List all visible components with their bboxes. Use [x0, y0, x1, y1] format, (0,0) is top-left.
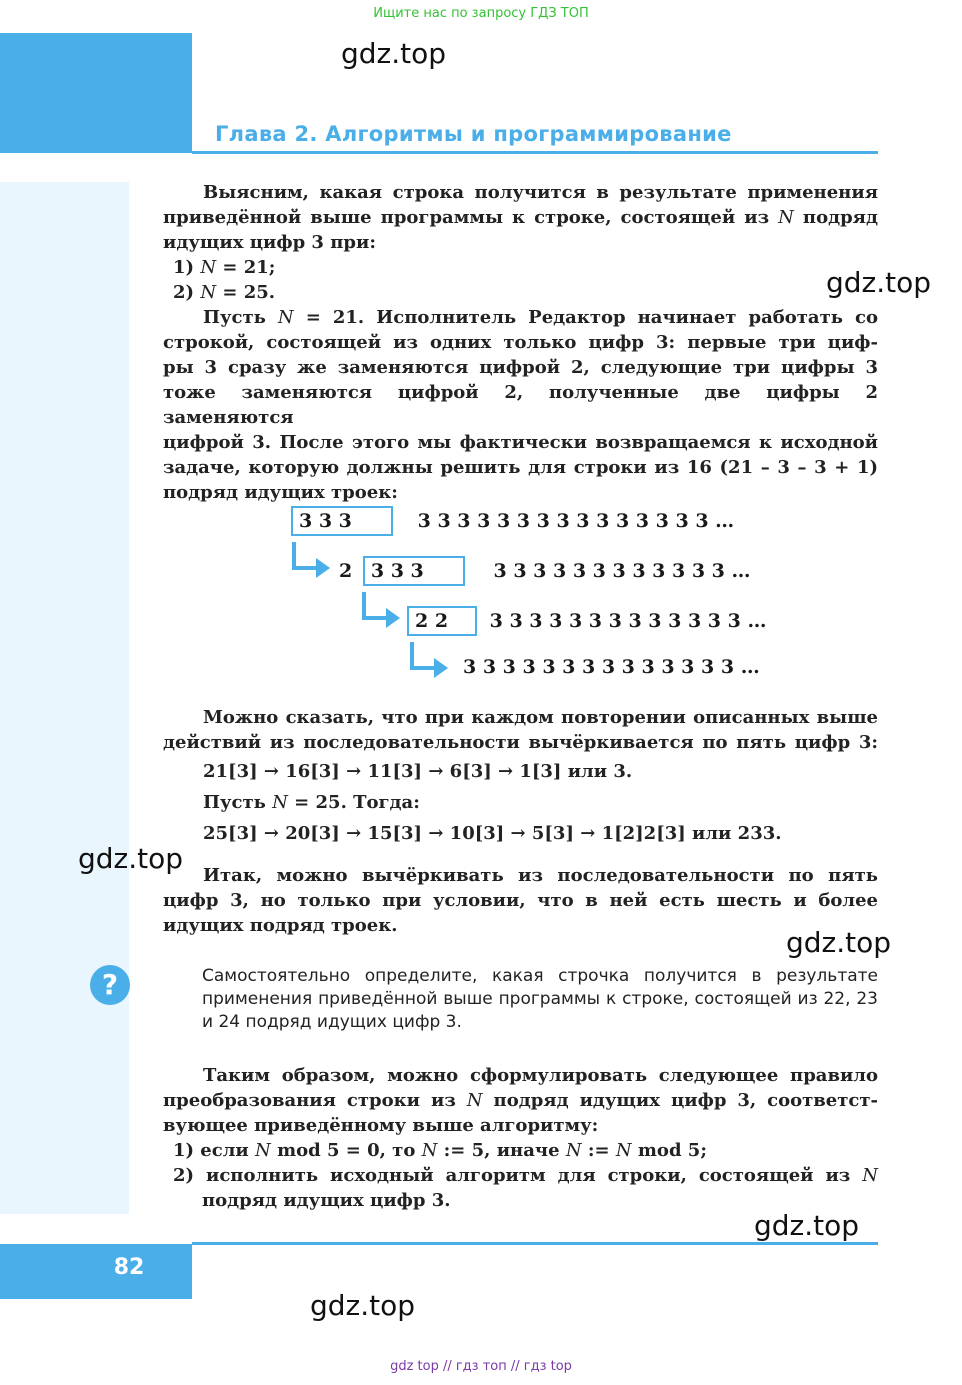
text-span: Пусть: [203, 792, 266, 813]
text-span: 1) если: [173, 1140, 249, 1161]
list-item: [163, 280, 878, 305]
text-line: Итак, можно вычёркивать из последовательности по пять: [203, 865, 878, 886]
variable-n: N: [421, 1140, 438, 1161]
footer-rule: [192, 1242, 878, 1245]
digit-sequence: 3 3 3 3 3 3 3 3 3 3 3 3 3 3 …: [463, 656, 760, 678]
text-line: Таким образом, можно сформулировать следующее правило: [203, 1065, 878, 1086]
text-span: := 5, иначе: [443, 1140, 560, 1161]
watermark: gdz.top: [310, 1289, 416, 1322]
digit-sequence: 3 3 3 3 3 3 3 3 3 3 3 3 …: [493, 560, 751, 582]
text-line: строкой, состоящей из одних только цифр 3: первые три циф-: [163, 332, 878, 353]
watermark: gdz.top: [754, 1209, 860, 1242]
variable-n: N: [565, 1140, 582, 1161]
text-line: [163, 305, 878, 330]
text-span: преобразования строки из: [163, 1090, 456, 1111]
text-span: mod 5;: [637, 1140, 707, 1161]
text-line: тоже заменяются цифрой 2, полученные две цифры 2 заменяются: [163, 382, 878, 428]
variable-n: N: [255, 1140, 271, 1161]
text-span: = 21;: [222, 257, 276, 278]
text-span: = 25.: [222, 282, 276, 303]
text-span: подряд: [802, 207, 878, 228]
diagram-row-1: [291, 506, 734, 536]
list-item: [163, 1163, 878, 1188]
highlight-box: 3 3 3: [363, 556, 465, 586]
watermark: gdz.top: [78, 842, 184, 875]
text-span: = 21. Исполнитель Редактор начинает работать со: [305, 307, 878, 328]
text-line: [163, 205, 878, 230]
chapter-title: Глава 2. Алгоритмы и программирование: [215, 122, 732, 146]
text-span: 1): [173, 257, 195, 278]
text-span: Пусть: [203, 307, 266, 328]
page-number: 82: [113, 1255, 145, 1280]
digit-sequence: 3 3 3 3 3 3 3 3 3 3 3 3 3 3 3 …: [417, 510, 735, 532]
diagram-row-2: [339, 556, 751, 586]
arrow-icon: [288, 542, 332, 586]
paragraph-rule: [163, 1063, 878, 1213]
side-strip: [0, 182, 129, 1214]
variable-n: N: [862, 1165, 878, 1186]
text-line: идущих подряд троек.: [163, 915, 398, 936]
digit-diagram: [0, 500, 962, 690]
header-rule: [192, 151, 878, 154]
watermark: gdz.top: [786, 926, 892, 959]
text-line: подряд идущих цифр 3.: [202, 1190, 451, 1211]
arrow-icon: [406, 642, 450, 686]
text-line: цифрой 3. После этого мы фактически возвращаемся к исходной: [163, 432, 878, 453]
text-span: 2): [173, 282, 195, 303]
text-span: 2) исполнить исходный алгоритм для строки, состоящей из: [173, 1165, 851, 1186]
text-span: mod 5 = 0, то: [277, 1140, 416, 1161]
diagram-row-4: [463, 656, 760, 678]
variable-n: N: [277, 307, 294, 328]
text-line: задаче, которую должны решить для строки из 16 (21 – 3 – 3 + 1): [163, 457, 878, 478]
text-line: Выясним, какая строка получится в результате применения: [203, 182, 878, 203]
highlight-box: 3 3 3: [291, 506, 393, 536]
variable-n: N: [200, 282, 217, 303]
paragraph-cross-out: [163, 705, 878, 846]
text-span: подряд идущих цифр 3, соответст-: [493, 1090, 878, 1111]
text-line: вующее приведённому выше алгоритму:: [163, 1115, 599, 1136]
watermark: gdz.top: [826, 266, 932, 299]
text-line: идущих цифр 3 при:: [163, 232, 376, 253]
text-span: = 25. Тогда:: [294, 792, 420, 813]
variable-n: N: [466, 1090, 483, 1111]
digit-prefix: 2: [339, 560, 353, 582]
text-line: подряд идущих троек:: [163, 482, 398, 503]
list-item: [163, 1138, 878, 1163]
intro-paragraph: [163, 180, 878, 305]
question-icon: ?: [90, 965, 130, 1005]
list-item: [163, 255, 878, 280]
variable-n: N: [272, 792, 288, 813]
sequence-21: 21[3] → 16[3] → 11[3] → 6[3] → 1[3] или 3.: [203, 761, 633, 782]
header-color-block: [0, 33, 192, 153]
variable-n: N: [200, 257, 217, 278]
text-line: Можно сказать, что при каждом повторении описанных выше: [203, 707, 878, 728]
text-line: цифр 3, но только при условии, что в ней есть шесть и более: [163, 890, 878, 911]
bottom-links[interactable]: gdz top // гдз топ // гдз top: [390, 1359, 572, 1374]
digit-sequence: 3 3 3 3 3 3 3 3 3 3 3 3 3 …: [489, 610, 767, 632]
task-text: Самостоятельно определите, какая строчка получится в результате применения приведённой выше программы к строке, состоящей из 22, 23 и 24 подряд идущих цифр 3.: [202, 966, 878, 1032]
top-banner[interactable]: Ищите нас по запросу ГДЗ ТОП: [373, 6, 589, 21]
text-line: [163, 790, 878, 815]
highlight-box: 2 2: [407, 606, 477, 636]
text-span: :=: [587, 1140, 610, 1161]
variable-n: N: [778, 207, 794, 228]
watermark: gdz.top: [341, 37, 447, 70]
text-line: [163, 1088, 878, 1113]
text-span: приведённой выше программы к строке, состоящей из: [163, 207, 770, 228]
text-line: действий из последовательности вычёркивается по пять цифр 3:: [163, 732, 878, 753]
variable-n: N: [615, 1140, 632, 1161]
arrow-icon: [358, 592, 402, 636]
sequence-25: 25[3] → 20[3] → 15[3] → 10[3] → 5[3] → 1[2]2[3] или 233.: [203, 823, 782, 844]
paragraph-conclusion: [163, 863, 878, 938]
diagram-row-3: [407, 606, 766, 636]
paragraph-n21: [163, 305, 878, 505]
text-line: ры 3 сразу же заменяются цифрой 2, следующие три цифры 3: [163, 357, 878, 378]
